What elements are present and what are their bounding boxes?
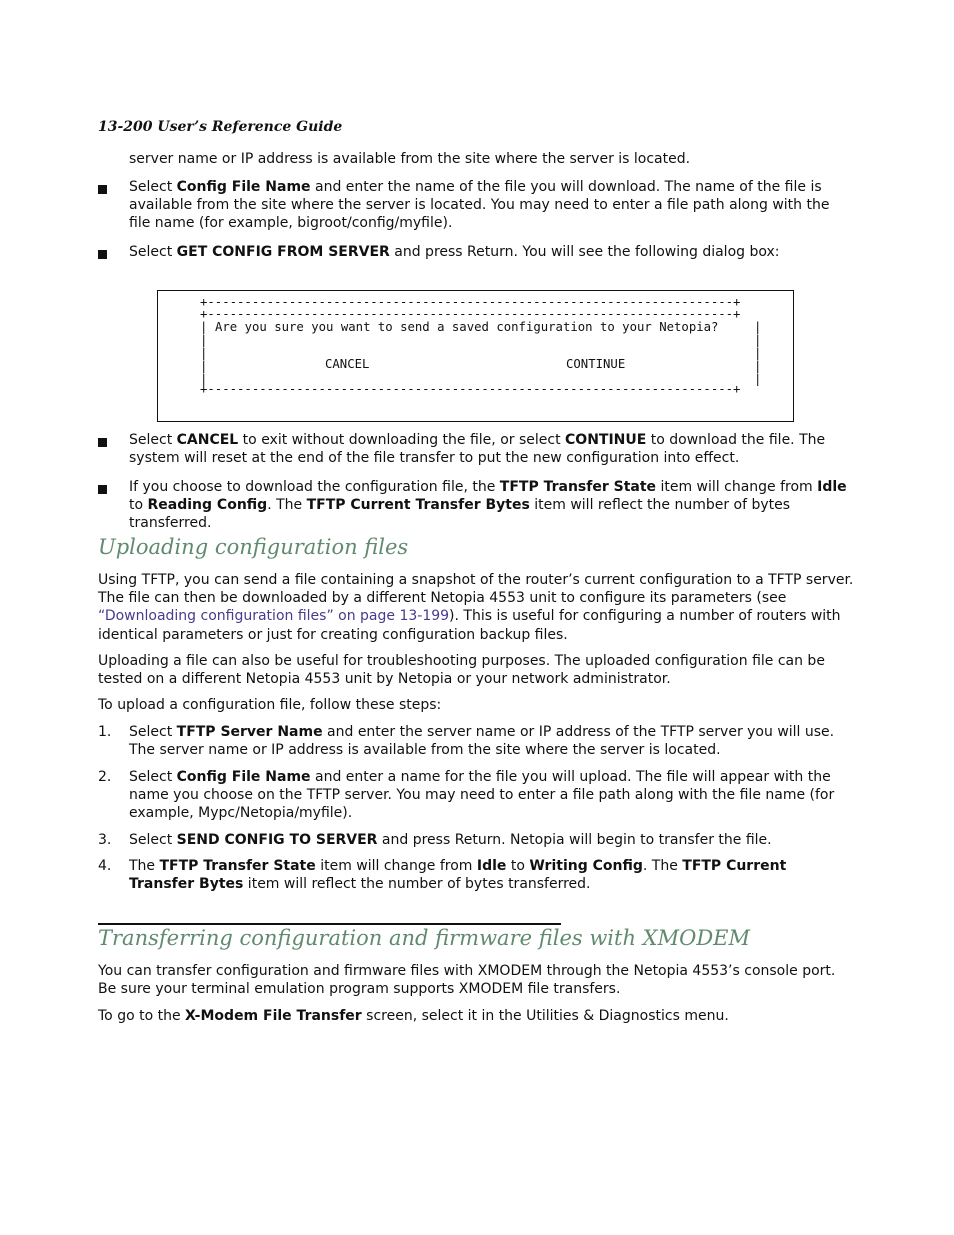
step-number: 1. xyxy=(98,724,112,740)
step-send-config: Select SEND CONFIG TO SERVER and press Return. Netopia will begin to transfer the file. xyxy=(129,832,772,848)
section-divider xyxy=(98,923,561,925)
cross-reference-link[interactable]: “Downloading configuration files” on page 13-199 xyxy=(98,608,450,625)
dialog-question: Are you sure you want to send a saved configuration to your Netopia? xyxy=(215,320,719,334)
step-number: 2. xyxy=(98,769,112,785)
bullet-marker xyxy=(98,438,107,447)
step-transfer-state: The TFTP Transfer State item will change from Idle to Writing Config. The TFTP Current Transfer Bytes item will reflect the number of bytes transferred. xyxy=(129,858,787,893)
xmodem-paragraph-1: You can transfer configuration and firmware files with XMODEM through the Netopia 4553’s console port. Be sure your terminal emulation program supports XMODEM file transfers. xyxy=(98,963,836,998)
dialog-left-side: | xyxy=(200,320,208,334)
section-title-xmodem: Transferring configuration and firmware files with XMODEM xyxy=(98,926,750,950)
bullet-cancel-continue: Select CANCEL to exit without downloading the file, or select CONTINUE to download the file. The system will reset at the end of the file transfer to put the new configuration into effect. xyxy=(129,432,826,467)
step-number: 4. xyxy=(98,858,112,874)
bullet-config-file-name: Select Config File Name and enter the name of the file you will download. The name of the file is available from the site where the server is located. You may need to enter a file path along with the file name (for example, bigroot/config/myfile). xyxy=(129,179,830,232)
dialog-left-side: | xyxy=(200,333,208,347)
step-tftp-server-name: Select TFTP Server Name and enter the server name or IP address of the TFTP server you will use. The server name or IP address is available from the site where the server is located. xyxy=(129,724,835,759)
bullet-get-config: Select GET CONFIG FROM SERVER and press Return. You will see the following dialog box: xyxy=(129,244,780,260)
upload-paragraph-3: To upload a configuration file, follow these steps: xyxy=(98,697,442,713)
dialog-continue-option[interactable]: CONTINUE xyxy=(566,357,626,371)
dialog-cancel-option[interactable]: CANCEL xyxy=(325,357,370,371)
upload-paragraph-1: Using TFTP, you can send a file containing a snapshot of the router’s current configuration to a TFTP server. The file can then be downloaded by a different Netopia 4553 unit to configure its parameters (see “Downloading configuration files” on page 13-199). This is useful for configuring a number of routers with identical parameters or just for creating configuration backup files. xyxy=(98,572,854,643)
dialog-left-side: | xyxy=(200,359,208,373)
dialog-right-side: | xyxy=(754,320,762,334)
dialog-bottom-border: +-----------------------------------------------------------------------+ xyxy=(200,382,741,396)
dialog-left-side: | xyxy=(200,372,208,386)
bullet-transfer-state: If you choose to download the configuration file, the TFTP Transfer State item will change from Idle to Reading Config. The TFTP Current Transfer Bytes item will reflect the number of bytes transferred. xyxy=(129,479,847,532)
dialog-top-border: +-----------------------------------------------------------------------+ xyxy=(200,295,741,309)
bullet-marker xyxy=(98,485,107,494)
dialog-left-side: | xyxy=(200,346,208,360)
dialog-right-side: | xyxy=(754,372,762,386)
console-dialog-frame xyxy=(157,290,794,422)
bullet-marker xyxy=(98,185,107,194)
bullet-marker xyxy=(98,250,107,259)
step-number: 3. xyxy=(98,832,112,848)
dialog-inner-border: +-----------------------------------------------------------------------+ xyxy=(200,307,741,321)
page-header: 13-200 User’s Reference Guide xyxy=(98,119,343,135)
intro-continuation: server name or IP address is available from the site where the server is located. xyxy=(129,151,691,167)
dialog-right-side: | xyxy=(754,333,762,347)
step-config-file-name: Select Config File Name and enter a name for the file you will upload. The file will appear with the name you choose on the TFTP server. You may need to enter a file path along with the file name (for example, Mypc/Netopia/myfile). xyxy=(129,769,835,822)
dialog-right-side: | xyxy=(754,359,762,373)
upload-paragraph-2: Uploading a file can also be useful for troubleshooting purposes. The uploaded configuration file can be tested on a different Netopia 4553 unit by Netopia or your network administrator. xyxy=(98,653,825,688)
xmodem-paragraph-2: To go to the X-Modem File Transfer screen, select it in the Utilities & Diagnostics menu. xyxy=(98,1008,729,1024)
dialog-right-side: | xyxy=(754,346,762,360)
section-title-uploading: Uploading configuration files xyxy=(98,535,409,559)
